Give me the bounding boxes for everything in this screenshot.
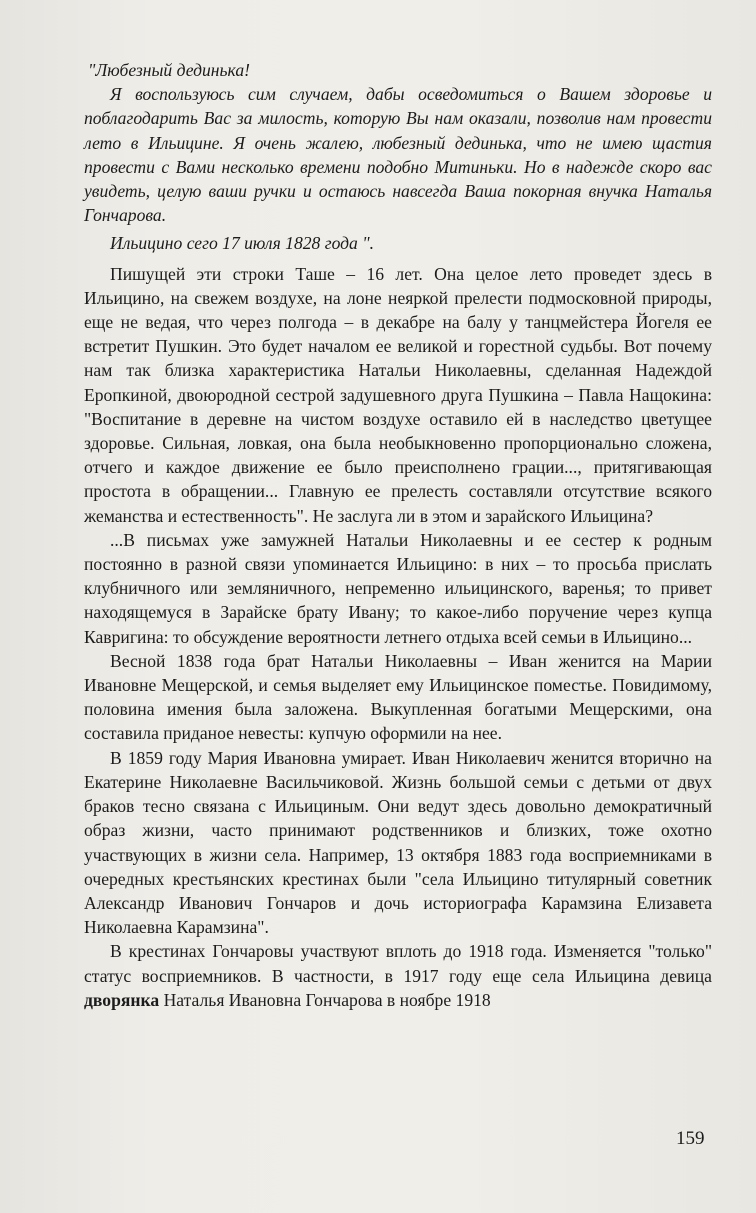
- page-text: [84, 58, 712, 1012]
- paragraph: Пишущей эти строки Таше – 16 лет. Она целое лето проведет здесь в Ильицино, на свежем воздухе, на лоне неяркой прелести подмосковной природы, еще не ведая, что через полгода – в декабре на балу у танцмейстера Йогеля ее встретит Пушкин. Это будет началом ее великой и горестной судьбы. Вот почему нам так близка характеристика Натальи Николаевны, сделанная Надеждой Еропкиной, двоюродной сестрой задушевного друга Пушкина – Павла Нащокина: "Воспитание в деревне на чистом воздухе оставило ей в наследство цветущее здоровье. Сильная, ловкая, она была необыкновенно пропорционально сложена, отчего и каждое движение ее было преисполнено грации..., притягивающая простота в обращении... Главную ее прелесть составляли отсутствие всякого жеманства и естественность". Не заслуга ли в этом и зарайского Ильицина?: [84, 263, 712, 526]
- letter-closing: Ильицино сего 17 июля 1828 года ".: [110, 233, 375, 254]
- paragraph-last: [84, 939, 712, 1012]
- bold-word: дворянка: [84, 989, 160, 1010]
- paragraph-last-start: В крестинах Гончаровы участвуют вплоть до 1918 года. Изменяется "только" статус восприемников. В частности, в 1917 году еще села Ильицина девица: [84, 941, 712, 986]
- letter-body: Я воспользуюсь сим случаем, дабы осведомиться о Вашем здоровье и поблагодарить Вас за милость, которую Вы нам оказали, позволив нам провести лето в Ильицине. Я очень жалею, любезный дединька, что не имею щастия провести с Вами несколько времени подобно Митиньки. Но в надежде скоро вас увидеть, целую ваши ручки и остаюсь навсегда Ваша покорная внучка Наталья Гончарова.: [84, 84, 712, 226]
- page-number: 159: [676, 1128, 705, 1149]
- paragraph: В 1859 году Мария Ивановна умирает. Иван Николаевич женится вторично на Екатерине Николаевне Васильчиковой. Жизнь большой семьи с детьми от двух браков тесно связана с Ильициным. Они ведут здесь довольно демократичный образ жизни, часто принимают родственников и близких, тоже охотно участвующих в жизни села. Например, 13 октября 1883 года восприемниками в очередных крестьянских крестинах были "села Ильицино титулярный советник Александр Иванович Гончаров и дочь историографа Карамзина Елизавета Николаевна Карамзина".: [84, 747, 712, 938]
- paragraph: Весной 1838 года брат Натальи Николаевны – Иван женится на Марии Ивановне Мещерской, и семья выделяет ему Ильицинское поместье. Повидимому, половина имения была заложена. Выкупленная богатыми Мещерскими, она составила приданое невесты: купчую оформили на нее.: [84, 650, 712, 744]
- paragraph-last-end: Наталья Ивановна Гончарова в ноябре 1918: [159, 989, 491, 1010]
- letter-greeting: "Любезный дединька!: [88, 60, 250, 80]
- paragraph: ...В письмах уже замужней Натальи Николаевны и ее сестер к родным постоянно в разной связи упоминается Ильицино: в них – то просьба прислать клубничного или земляничного, непременно ильицинского, варенья; то привет находящемуся в Зарайске брату Ивану; то какое-либо поручение через купца Кавригина: то обсуждение вероятности летнего отдыха всей семьи в Ильицино...: [84, 529, 712, 647]
